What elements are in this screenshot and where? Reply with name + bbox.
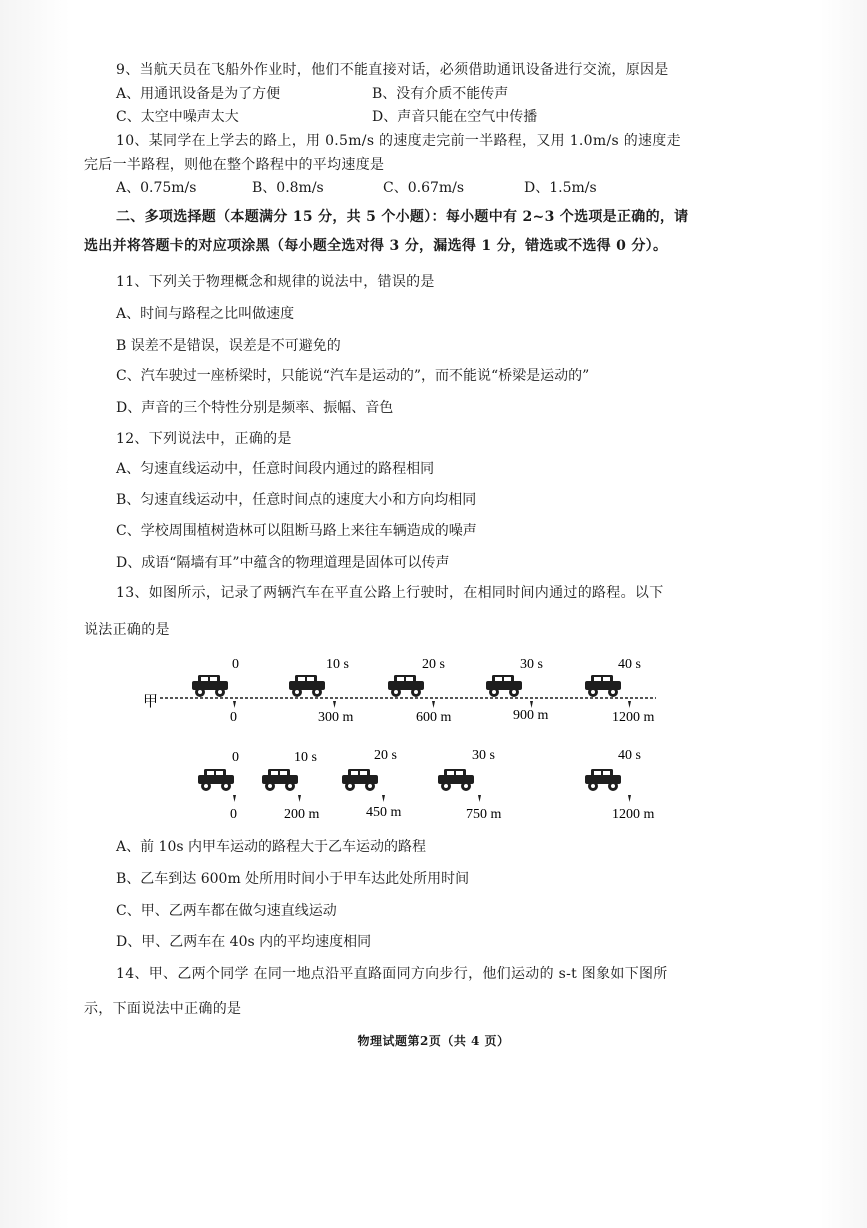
q14-stem-line2: 示，下面说法中正确的是 [84,1001,242,1017]
row2-time-10: 10 s [294,750,317,765]
q12-option-a: A、匀速直线运动中，任意时间段内通过的路程相同 [116,461,435,477]
q10-option-b: B、0.8m/s [252,180,324,196]
q13-option-a: A、前 10s 内甲车运动的路程大于乙车运动的路程 [116,839,427,855]
row1-car-10s [289,675,325,697]
row1-time-40: 40 s [618,657,641,672]
q13-option-b: B、乙车到达 600m 处所用时间小于甲车达此处所用时间 [116,871,470,887]
q11-option-b: B 误差不是错误，误差是不可避免的 [116,338,341,354]
row1-car-label: 甲 [143,694,159,710]
row1-car-0 [192,675,228,697]
row2-distance-450: 450 m [366,805,402,820]
q9-option-b: B、没有介质不能传声 [372,86,509,102]
q11-option-a: A、时间与路程之比叫做速度 [116,306,295,322]
row2-distance-1200: 1200 m [612,807,655,822]
row1-time-20: 20 s [422,657,445,672]
page-footer: 物理试题第2页（共 4 页） [357,1034,510,1048]
row2-distance-200: 200 m [284,807,320,822]
row2-tick-markers [233,795,631,802]
q11-option-d: D、声音的三个特性分别是频率、振幅、音色 [116,400,394,416]
section2-heading-line1: 二、多项选择题（本题满分 15 分，共 5 个小题）：每小题中有 2~3 个选项是正确的，请 [116,209,689,225]
row1-time-10: 10 s [326,657,349,672]
q10-stem-line2: 完后一半路程，则他在整个路程中的平均速度是 [84,157,385,173]
q11-option-c: C、汽车驶过一座桥梁时，只能说“汽车是运动的”，而不能说“桥梁是运动的” [116,368,590,384]
row1-distance-0: 0 [230,710,237,725]
q12-option-c: C、学校周围植树造林可以阻断马路上来往车辆造成的噪声 [116,523,477,539]
q11-stem: 11、下列关于物理概念和规律的说法中，错误的是 [116,274,435,290]
row1-tick-markers [233,701,631,708]
row1-car-40s [585,675,621,697]
row1-distance-300: 300 m [318,710,354,725]
q12-stem: 12、下列说法中，正确的是 [116,431,292,447]
row1-car-20s [388,675,424,697]
row2-car-30s [438,769,474,791]
q10-option-d: D、1.5m/s [524,180,597,196]
row1-distance-1200: 1200 m [612,710,655,725]
q13-option-d: D、甲、乙两车在 40s 内的平均速度相同 [116,934,372,950]
row1-distance-900: 900 m [513,708,549,723]
row2-time-0: 0 [232,750,239,765]
row1-time-30: 30 s [520,657,543,672]
row2-distance-750: 750 m [466,807,502,822]
q10-option-c: C、0.67m/s [383,180,465,196]
row1-time-0: 0 [232,657,239,672]
q10-stem-line1: 10、某同学在上学去的路上，用 0.5m/s 的速度走完前一半路程，又用 1.0m/s 的速度走 [116,133,681,149]
q9-option-a: A、用通讯设备是为了方便 [116,86,281,102]
row2-car-0 [198,769,234,791]
row1-car-30s [486,675,522,697]
q13-option-c: C、甲、乙两车都在做匀速直线运动 [116,903,337,919]
row2-time-30: 30 s [472,748,495,763]
q9-stem: 9、当航天员在飞船外作业时，他们不能直接对话，必须借助通讯设备进行交流，原因是 [116,62,669,78]
row2-car-10s [262,769,298,791]
row2-time-20: 20 s [374,748,397,763]
q9-option-c: C、太空中噪声太大 [116,109,239,125]
row1-distance-600: 600 m [416,710,452,725]
row2-car-40s [585,769,621,791]
q13-stem-line2: 说法正确的是 [84,622,170,638]
row2-car-20s [342,769,378,791]
q10-option-a: A、0.75m/s [116,180,197,196]
q14-stem-line1: 14、甲、乙两个同学 在同一地点沿平直路面同方向步行，他们运动的 s-t 图象如下图所 [116,966,668,982]
q12-option-b: B、匀速直线运动中，任意时间点的速度大小和方向均相同 [116,492,477,508]
q9-option-d: D、声音只能在空气中传播 [372,109,538,125]
q12-option-d: D、成语“隔墙有耳”中蕴含的物理道理是固体可以传声 [116,555,450,571]
section2-heading-line2: 选出并将答题卡的对应项涂黑（每小题全选对得 3 分，漏选得 1 分，错选或不选得 0 分）。 [84,238,668,254]
row2-time-40: 40 s [618,748,641,763]
row2-distance-0: 0 [230,807,237,822]
q13-stem-line1: 13、如图所示，记录了两辆汽车在平直公路上行驶时，在相同时间内通过的路程。以下 [116,585,664,601]
